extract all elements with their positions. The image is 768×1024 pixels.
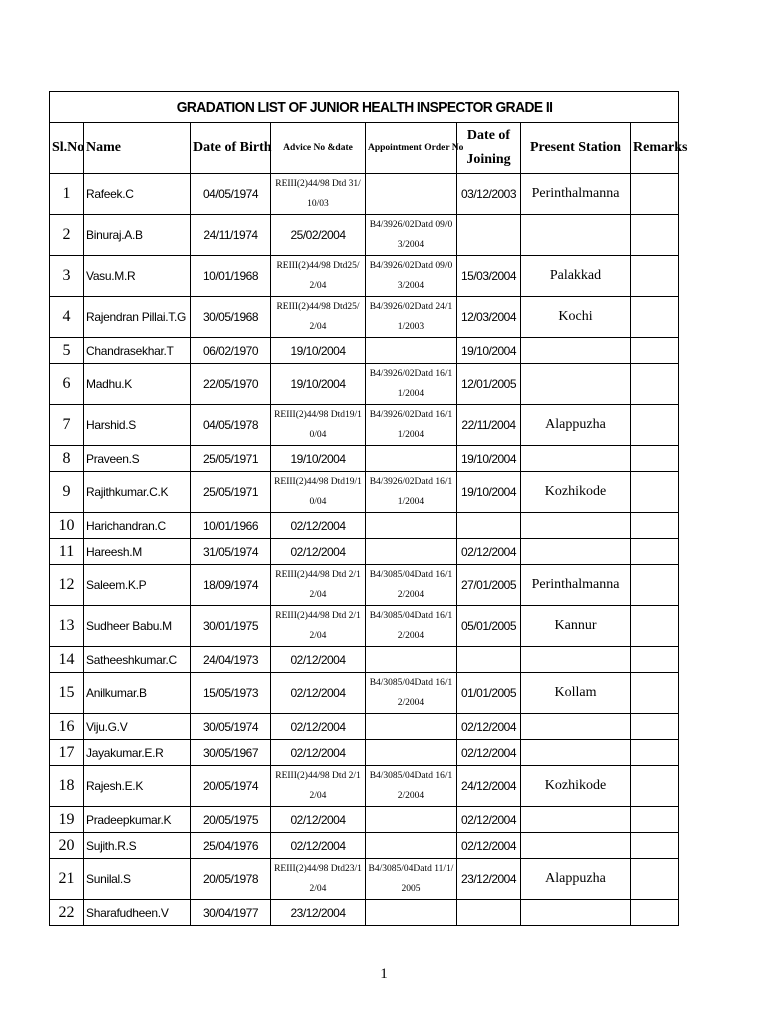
cell-sl-no: 6 (50, 364, 84, 405)
cell-name: Pradeepkumar.K (84, 807, 191, 833)
header-appointment: Appointment Order No (366, 123, 457, 174)
cell-date-of-birth: 20/05/1974 (191, 766, 271, 807)
table-body (50, 174, 679, 926)
cell-date-of-joining: 02/12/2004 (457, 714, 521, 740)
cell-advice: 02/12/2004 (271, 807, 366, 833)
cell-present-station: Alappuzha (521, 405, 631, 446)
cell-date-of-joining: 02/12/2004 (457, 833, 521, 859)
cell-date-of-joining: 22/11/2004 (457, 405, 521, 446)
cell-remarks (631, 338, 679, 364)
cell-name: Sharafudheen.V (84, 900, 191, 926)
cell-name: Praveen.S (84, 446, 191, 472)
cell-present-station (521, 364, 631, 405)
cell-present-station (521, 900, 631, 926)
cell-name: Rafeek.C (84, 174, 191, 215)
table-row (50, 215, 679, 256)
page-number: 1 (380, 966, 388, 982)
header-remarks: Remarks (631, 123, 679, 174)
table-row (50, 513, 679, 539)
table-row (50, 766, 679, 807)
cell-date-of-birth: 20/05/1978 (191, 859, 271, 900)
table-row (50, 174, 679, 215)
header-advice: Advice No &date (271, 123, 366, 174)
cell-sl-no: 13 (50, 606, 84, 647)
table-row (50, 446, 679, 472)
page-title: GRADATION LIST OF JUNIOR HEALTH INSPECTOR GRADE II (75, 92, 654, 123)
header-sl-no: Sl.No (50, 123, 84, 174)
cell-date-of-birth: 30/05/1974 (191, 714, 271, 740)
table-row (50, 364, 679, 405)
cell-present-station (521, 338, 631, 364)
cell-appointment: B4/3926/02Datd 16/11/2004 (366, 364, 457, 405)
cell-date-of-joining (457, 900, 521, 926)
cell-advice: 02/12/2004 (271, 539, 366, 565)
cell-appointment: B4/3926/02Datd 09/03/2004 (366, 215, 457, 256)
cell-present-station (521, 215, 631, 256)
cell-sl-no: 5 (50, 338, 84, 364)
table-row (50, 900, 679, 926)
cell-date-of-joining: 12/01/2005 (457, 364, 521, 405)
cell-name: Jayakumar.E.R (84, 740, 191, 766)
cell-date-of-birth: 15/05/1973 (191, 673, 271, 714)
cell-advice: 19/10/2004 (271, 446, 366, 472)
cell-name: Rajesh.E.K (84, 766, 191, 807)
table-row (50, 647, 679, 673)
table-row (50, 807, 679, 833)
cell-date-of-birth: 30/01/1975 (191, 606, 271, 647)
header-row (50, 123, 679, 174)
cell-present-station (521, 833, 631, 859)
cell-present-station: Kozhikode (521, 472, 631, 513)
cell-name: Madhu.K (84, 364, 191, 405)
cell-appointment (366, 539, 457, 565)
cell-remarks (631, 539, 679, 565)
cell-advice: REIII(2)44/98 Dtd19/10/04 (271, 472, 366, 513)
cell-present-station: Perinthalmanna (521, 565, 631, 606)
cell-name: Hareesh.M (84, 539, 191, 565)
cell-name: Sudheer Babu.M (84, 606, 191, 647)
cell-sl-no: 21 (50, 859, 84, 900)
cell-name: Satheeshkumar.C (84, 647, 191, 673)
cell-name: Sunilal.S (84, 859, 191, 900)
cell-remarks (631, 673, 679, 714)
cell-present-station: Kannur (521, 606, 631, 647)
cell-date-of-birth: 25/05/1971 (191, 472, 271, 513)
cell-date-of-birth: 10/01/1968 (191, 256, 271, 297)
header-name: Name (84, 123, 191, 174)
table-row (50, 833, 679, 859)
cell-remarks (631, 647, 679, 673)
cell-date-of-birth: 25/04/1976 (191, 833, 271, 859)
cell-advice: 02/12/2004 (271, 714, 366, 740)
table-row (50, 714, 679, 740)
cell-present-station (521, 446, 631, 472)
cell-appointment: B4/3926/02Datd 24/11/2003 (366, 297, 457, 338)
cell-remarks (631, 833, 679, 859)
cell-remarks (631, 364, 679, 405)
cell-remarks (631, 405, 679, 446)
cell-remarks (631, 606, 679, 647)
cell-sl-no: 8 (50, 446, 84, 472)
cell-date-of-joining: 15/03/2004 (457, 256, 521, 297)
cell-appointment (366, 807, 457, 833)
cell-sl-no: 9 (50, 472, 84, 513)
cell-present-station (521, 714, 631, 740)
cell-remarks (631, 297, 679, 338)
cell-remarks (631, 446, 679, 472)
cell-date-of-birth: 30/04/1977 (191, 900, 271, 926)
cell-name: Rajithkumar.C.K (84, 472, 191, 513)
cell-date-of-joining: 23/12/2004 (457, 859, 521, 900)
cell-appointment (366, 714, 457, 740)
cell-appointment: B4/3926/02Datd 16/11/2004 (366, 472, 457, 513)
cell-date-of-birth: 24/11/1974 (191, 215, 271, 256)
cell-name: Chandrasekhar.T (84, 338, 191, 364)
header-date-of-birth: Date of Birth (191, 123, 271, 174)
cell-appointment: B4/3926/02Datd 09/03/2004 (366, 256, 457, 297)
cell-date-of-joining: 19/10/2004 (457, 472, 521, 513)
cell-name: Harichandran.C (84, 513, 191, 539)
cell-advice: 19/10/2004 (271, 338, 366, 364)
cell-remarks (631, 714, 679, 740)
cell-remarks (631, 215, 679, 256)
cell-appointment (366, 647, 457, 673)
table-row (50, 539, 679, 565)
cell-remarks (631, 472, 679, 513)
cell-date-of-joining: 02/12/2004 (457, 539, 521, 565)
cell-name: Sujith.R.S (84, 833, 191, 859)
cell-name: Binuraj.A.B (84, 215, 191, 256)
cell-sl-no: 15 (50, 673, 84, 714)
cell-sl-no: 2 (50, 215, 84, 256)
cell-sl-no: 11 (50, 539, 84, 565)
table-row (50, 405, 679, 446)
cell-advice: 02/12/2004 (271, 673, 366, 714)
cell-date-of-birth: 04/05/1978 (191, 405, 271, 446)
cell-remarks (631, 900, 679, 926)
cell-sl-no: 22 (50, 900, 84, 926)
cell-present-station (521, 513, 631, 539)
cell-advice: 19/10/2004 (271, 364, 366, 405)
cell-appointment (366, 446, 457, 472)
table-row (50, 673, 679, 714)
cell-advice: REIII(2)44/98 Dtd25/2/04 (271, 297, 366, 338)
table-row (50, 859, 679, 900)
cell-date-of-birth: 31/05/1974 (191, 539, 271, 565)
cell-date-of-birth: 06/02/1970 (191, 338, 271, 364)
cell-remarks (631, 256, 679, 297)
cell-advice: REIII(2)44/98 Dtd 31/10/03 (271, 174, 366, 215)
cell-advice: 02/12/2004 (271, 513, 366, 539)
cell-date-of-birth: 24/04/1973 (191, 647, 271, 673)
cell-present-station: Kollam (521, 673, 631, 714)
cell-sl-no: 3 (50, 256, 84, 297)
cell-date-of-birth: 30/05/1967 (191, 740, 271, 766)
cell-name: Vasu.M.R (84, 256, 191, 297)
cell-sl-no: 19 (50, 807, 84, 833)
cell-advice: REIII(2)44/98 Dtd25/2/04 (271, 256, 366, 297)
cell-date-of-birth: 25/05/1971 (191, 446, 271, 472)
cell-date-of-joining: 05/01/2005 (457, 606, 521, 647)
cell-date-of-joining (457, 647, 521, 673)
cell-date-of-joining: 27/01/2005 (457, 565, 521, 606)
header-date-of-joining: Date of Joining (457, 123, 521, 174)
cell-date-of-joining: 19/10/2004 (457, 446, 521, 472)
cell-date-of-birth: 18/09/1974 (191, 565, 271, 606)
cell-appointment (366, 338, 457, 364)
cell-sl-no: 12 (50, 565, 84, 606)
cell-advice: REIII(2)44/98 Dtd 2/12/04 (271, 565, 366, 606)
cell-sl-no: 20 (50, 833, 84, 859)
cell-remarks (631, 174, 679, 215)
table-row (50, 740, 679, 766)
cell-date-of-birth: 30/05/1968 (191, 297, 271, 338)
cell-appointment: B4/3085/04Datd 16/12/2004 (366, 766, 457, 807)
cell-date-of-birth: 22/05/1970 (191, 364, 271, 405)
cell-name: Saleem.K.P (84, 565, 191, 606)
cell-present-station (521, 539, 631, 565)
cell-present-station: Alappuzha (521, 859, 631, 900)
cell-advice: REIII(2)44/98 Dtd19/10/04 (271, 405, 366, 446)
table-row (50, 606, 679, 647)
cell-date-of-joining: 03/12/2003 (457, 174, 521, 215)
cell-present-station (521, 740, 631, 766)
cell-sl-no: 4 (50, 297, 84, 338)
cell-present-station (521, 647, 631, 673)
cell-advice: 02/12/2004 (271, 647, 366, 673)
cell-advice: 02/12/2004 (271, 740, 366, 766)
cell-sl-no: 1 (50, 174, 84, 215)
cell-sl-no: 14 (50, 647, 84, 673)
cell-remarks (631, 859, 679, 900)
cell-date-of-joining: 12/03/2004 (457, 297, 521, 338)
header-present-station: Present Station (521, 123, 631, 174)
cell-advice: REIII(2)44/98 Dtd 2/12/04 (271, 606, 366, 647)
cell-sl-no: 7 (50, 405, 84, 446)
cell-appointment (366, 740, 457, 766)
cell-date-of-joining: 19/10/2004 (457, 338, 521, 364)
table-row (50, 297, 679, 338)
cell-present-station (521, 807, 631, 833)
cell-remarks (631, 513, 679, 539)
table-row (50, 565, 679, 606)
cell-date-of-joining: 01/01/2005 (457, 673, 521, 714)
cell-advice: 02/12/2004 (271, 833, 366, 859)
cell-advice: REIII(2)44/98 Dtd23/12/04 (271, 859, 366, 900)
cell-appointment (366, 900, 457, 926)
table-row (50, 338, 679, 364)
cell-remarks (631, 740, 679, 766)
cell-date-of-birth: 20/05/1975 (191, 807, 271, 833)
cell-appointment (366, 833, 457, 859)
cell-date-of-birth: 10/01/1966 (191, 513, 271, 539)
cell-name: Harshid.S (84, 405, 191, 446)
cell-appointment (366, 174, 457, 215)
cell-date-of-birth: 04/05/1974 (191, 174, 271, 215)
table-row (50, 472, 679, 513)
cell-present-station: Palakkad (521, 256, 631, 297)
cell-appointment: B4/3926/02Datd 16/11/2004 (366, 405, 457, 446)
cell-appointment: B4/3085/04Datd 16/12/2004 (366, 606, 457, 647)
gradation-sheet (49, 91, 688, 926)
cell-remarks (631, 766, 679, 807)
cell-present-station: Perinthalmanna (521, 174, 631, 215)
cell-sl-no: 10 (50, 513, 84, 539)
cell-date-of-joining: 24/12/2004 (457, 766, 521, 807)
cell-advice: 23/12/2004 (271, 900, 366, 926)
cell-sl-no: 16 (50, 714, 84, 740)
cell-appointment: B4/3085/04Datd 11/1/2005 (366, 859, 457, 900)
cell-name: Rajendran Pillai.T.G (84, 297, 191, 338)
cell-advice: 25/02/2004 (271, 215, 366, 256)
cell-date-of-joining (457, 513, 521, 539)
cell-date-of-joining (457, 215, 521, 256)
cell-present-station: Kozhikode (521, 766, 631, 807)
cell-present-station: Kochi (521, 297, 631, 338)
cell-sl-no: 17 (50, 740, 84, 766)
cell-date-of-joining: 02/12/2004 (457, 807, 521, 833)
cell-appointment: B4/3085/04Datd 16/12/2004 (366, 565, 457, 606)
table-row (50, 256, 679, 297)
cell-appointment: B4/3085/04Datd 16/12/2004 (366, 673, 457, 714)
cell-name: Viju.G.V (84, 714, 191, 740)
cell-name: Anilkumar.B (84, 673, 191, 714)
gradation-table (49, 91, 688, 926)
cell-remarks (631, 807, 679, 833)
cell-advice: REIII(2)44/98 Dtd 2/12/04 (271, 766, 366, 807)
cell-date-of-joining: 02/12/2004 (457, 740, 521, 766)
cell-sl-no: 18 (50, 766, 84, 807)
cell-remarks (631, 565, 679, 606)
cell-appointment (366, 513, 457, 539)
